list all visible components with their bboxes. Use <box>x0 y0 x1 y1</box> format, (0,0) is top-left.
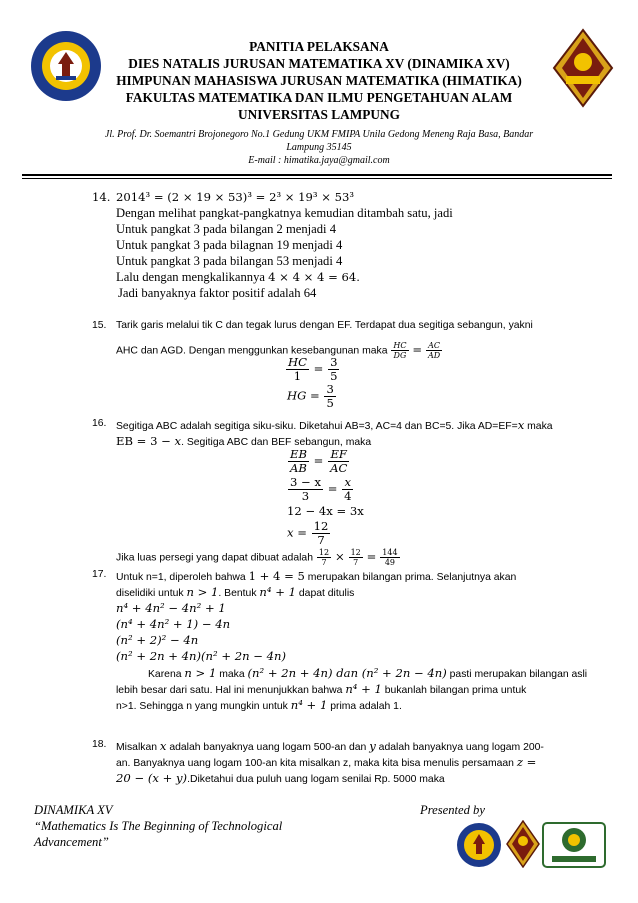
header-faculty: FAKULTAS MATEMATIKA DAN ILMU PENGETAHUAN ALAM <box>125 90 513 105</box>
fraction: $\frac{144}{49}$ <box>382 548 398 567</box>
header-divider <box>22 174 612 176</box>
q15-equation: $\frac{HC}{1}$ = $\frac{3}{5}$ <box>288 355 338 383</box>
footer-dinamika-logo-icon <box>506 820 540 868</box>
fraction: $\frac{3}{5}$ <box>326 382 334 410</box>
footer-himatika-logo-icon <box>542 822 606 868</box>
q16-number: 16. <box>92 418 107 429</box>
q14-answer: Jadi banyaknya faktor positif adalah 64 <box>118 286 317 300</box>
q14-line: Untuk pangkat 3 pada bilagnan 19 menjadi 4 <box>116 238 343 252</box>
footer-event-name: DINAMIKA XV <box>34 803 113 817</box>
header-email: E-mail : himatika.jaya@gmail.com <box>248 155 390 166</box>
footer-slogan: “Mathematics Is The Beginning of Technological <box>34 819 283 833</box>
q17-line: Karena n > 1 maka (n² + 2n + 4n) dan (n² + 2n − 4n) pasti merupakan bilangan asli <box>148 666 588 680</box>
q17-equation: (n² + 2n + 4n)(n² + 2n − 4n) <box>116 649 287 663</box>
q16-equation: $\frac{3 - x}{3}$ = $\frac{x}{4}$ <box>290 475 352 503</box>
fraction: $\frac{3 - x}{3}$ <box>290 475 321 503</box>
q18-line: 20 − (x + y).Diketahui dua puluh uang logam senilai Rp. 5000 maka <box>116 771 445 785</box>
q16-equation: 12 − 4x = 3x <box>287 504 364 518</box>
footer-slogan-end: Advancement” <box>34 835 109 849</box>
q14-line: Untuk pangkat 3 pada bilangan 53 menjadi 4 <box>116 254 343 268</box>
q15-number: 15. <box>92 320 107 331</box>
q18-line: an. Banyaknya uang logam 100-an kita misalkan z, maka kita bisa menulis persamaan z = <box>116 755 537 769</box>
dinamika-logo-icon <box>552 28 614 108</box>
q16-line: Jika luas persegi yang dapat dibuat adalah $\frac{12}{7}$ × $\frac{12}{7}$ = $\frac{144}{49}$ <box>116 548 398 567</box>
q17-line: Untuk n=1, diperoleh bahwa 1 + 4 = 5 merupakan bilangan prima. Selanjutnya akan <box>116 569 517 583</box>
q14-line: Lalu dengan mengkalikannya 4 × 4 × 4 = 64. <box>116 270 360 284</box>
fraction: $\frac{EF}{AC}$ <box>330 447 348 475</box>
q16-line: EB = 3 − x. Segitiga ABC dan BEF sebangun, maka <box>116 434 372 448</box>
q17-equation: (n² + 2)² − 4n <box>116 633 199 647</box>
header-organization: HIMPUNAN MAHASISWA JURUSAN MATEMATIKA (HIMATIKA) <box>116 73 522 88</box>
q16-equation: x = $\frac{12}{7}$ <box>287 519 329 547</box>
fraction: $\frac{EB}{AB}$ <box>290 447 307 475</box>
header-address: Jl. Prof. Dr. Soemantri Brojonegoro No.1 Gedung UKM FMIPA Unila Gedong Meneng Raja Basa, Bandar <box>104 129 534 140</box>
q14-line: Dengan melihat pangkat-pangkatnya kemudian ditambah satu, jadi <box>116 206 453 220</box>
header-event: DIES NATALIS JURUSAN MATEMATIKA XV (DINAMIKA XV) <box>128 56 510 71</box>
fraction: $\frac{x}{4}$ <box>344 475 352 503</box>
footer-presented-by: Presented by <box>420 803 485 817</box>
q14-line: Untuk pangkat 3 pada bilangan 2 menjadi 4 <box>116 222 336 236</box>
university-lampung-logo-icon <box>30 30 102 102</box>
fraction: $\frac{12}{7}$ <box>313 519 329 547</box>
q17-number: 17. <box>92 569 107 580</box>
header-committee: PANITIA PELAKSANA <box>249 39 389 54</box>
fraction: $\frac{3}{5}$ <box>330 355 338 383</box>
header-divider-thin <box>22 178 612 179</box>
fraction: $\frac{12}{7}$ <box>350 548 361 567</box>
q17-line: lebih besar dari satu. Hal ini menunjukkan bahwa n⁴ + 1 bukanlah bilangan prima untuk <box>116 682 527 696</box>
q15-line: AHC dan AGD. Dengan menggunkan kesebangunan maka $\frac{HC}{DG}$ = $\frac{AC}{AD}$ <box>116 341 441 360</box>
q17-equation: n⁴ + 4n² − 4n² + 1 <box>116 601 226 615</box>
footer-university-logo-icon <box>456 822 502 868</box>
q18-line: Misalkan x adalah banyaknya uang logam 500-an dan y adalah banyaknya uang logam 200- <box>116 739 544 753</box>
header-address-city: Lampung 35145 <box>286 142 352 153</box>
q14-equation: 2014³ = (2 × 19 × 53)³ = 2³ × 19³ × 53³ <box>116 190 355 204</box>
q14-number: 14. <box>92 190 111 204</box>
q16-equation: $\frac{EB}{AB}$ = $\frac{EF}{AC}$ <box>290 447 348 475</box>
fraction: $\frac{AC}{AD}$ <box>428 341 441 360</box>
fraction: $\frac{HC}{1}$ <box>288 355 307 383</box>
q18-number: 18. <box>92 739 107 750</box>
fraction: $\frac{HC}{DG}$ <box>393 341 407 360</box>
q17-line: diselidiki untuk n > 1. Bentuk n⁴ + 1 dapat ditulis <box>116 585 355 599</box>
q17-conclusion: n>1. Sehingga n yang mungkin untuk n⁴ + 1 prima adalah 1. <box>116 698 402 712</box>
q17-equation: (n⁴ + 4n² + 1) − 4n <box>116 617 231 631</box>
fraction: $\frac{12}{7}$ <box>318 548 330 567</box>
q15-line: Tarik garis melalui tik C dan tegak lurus dengan EF. Terdapat dua segitiga sebangun, yakni <box>116 320 533 331</box>
q15-equation: HG = $\frac{3}{5}$ <box>287 382 334 410</box>
header-university: UNIVERSITAS LAMPUNG <box>238 107 400 122</box>
q16-line: Segitiga ABC adalah segitiga siku-siku. Diketahui AB=3, AC=4 dan BC=5. Jika AD=EF=x maka <box>116 418 553 432</box>
